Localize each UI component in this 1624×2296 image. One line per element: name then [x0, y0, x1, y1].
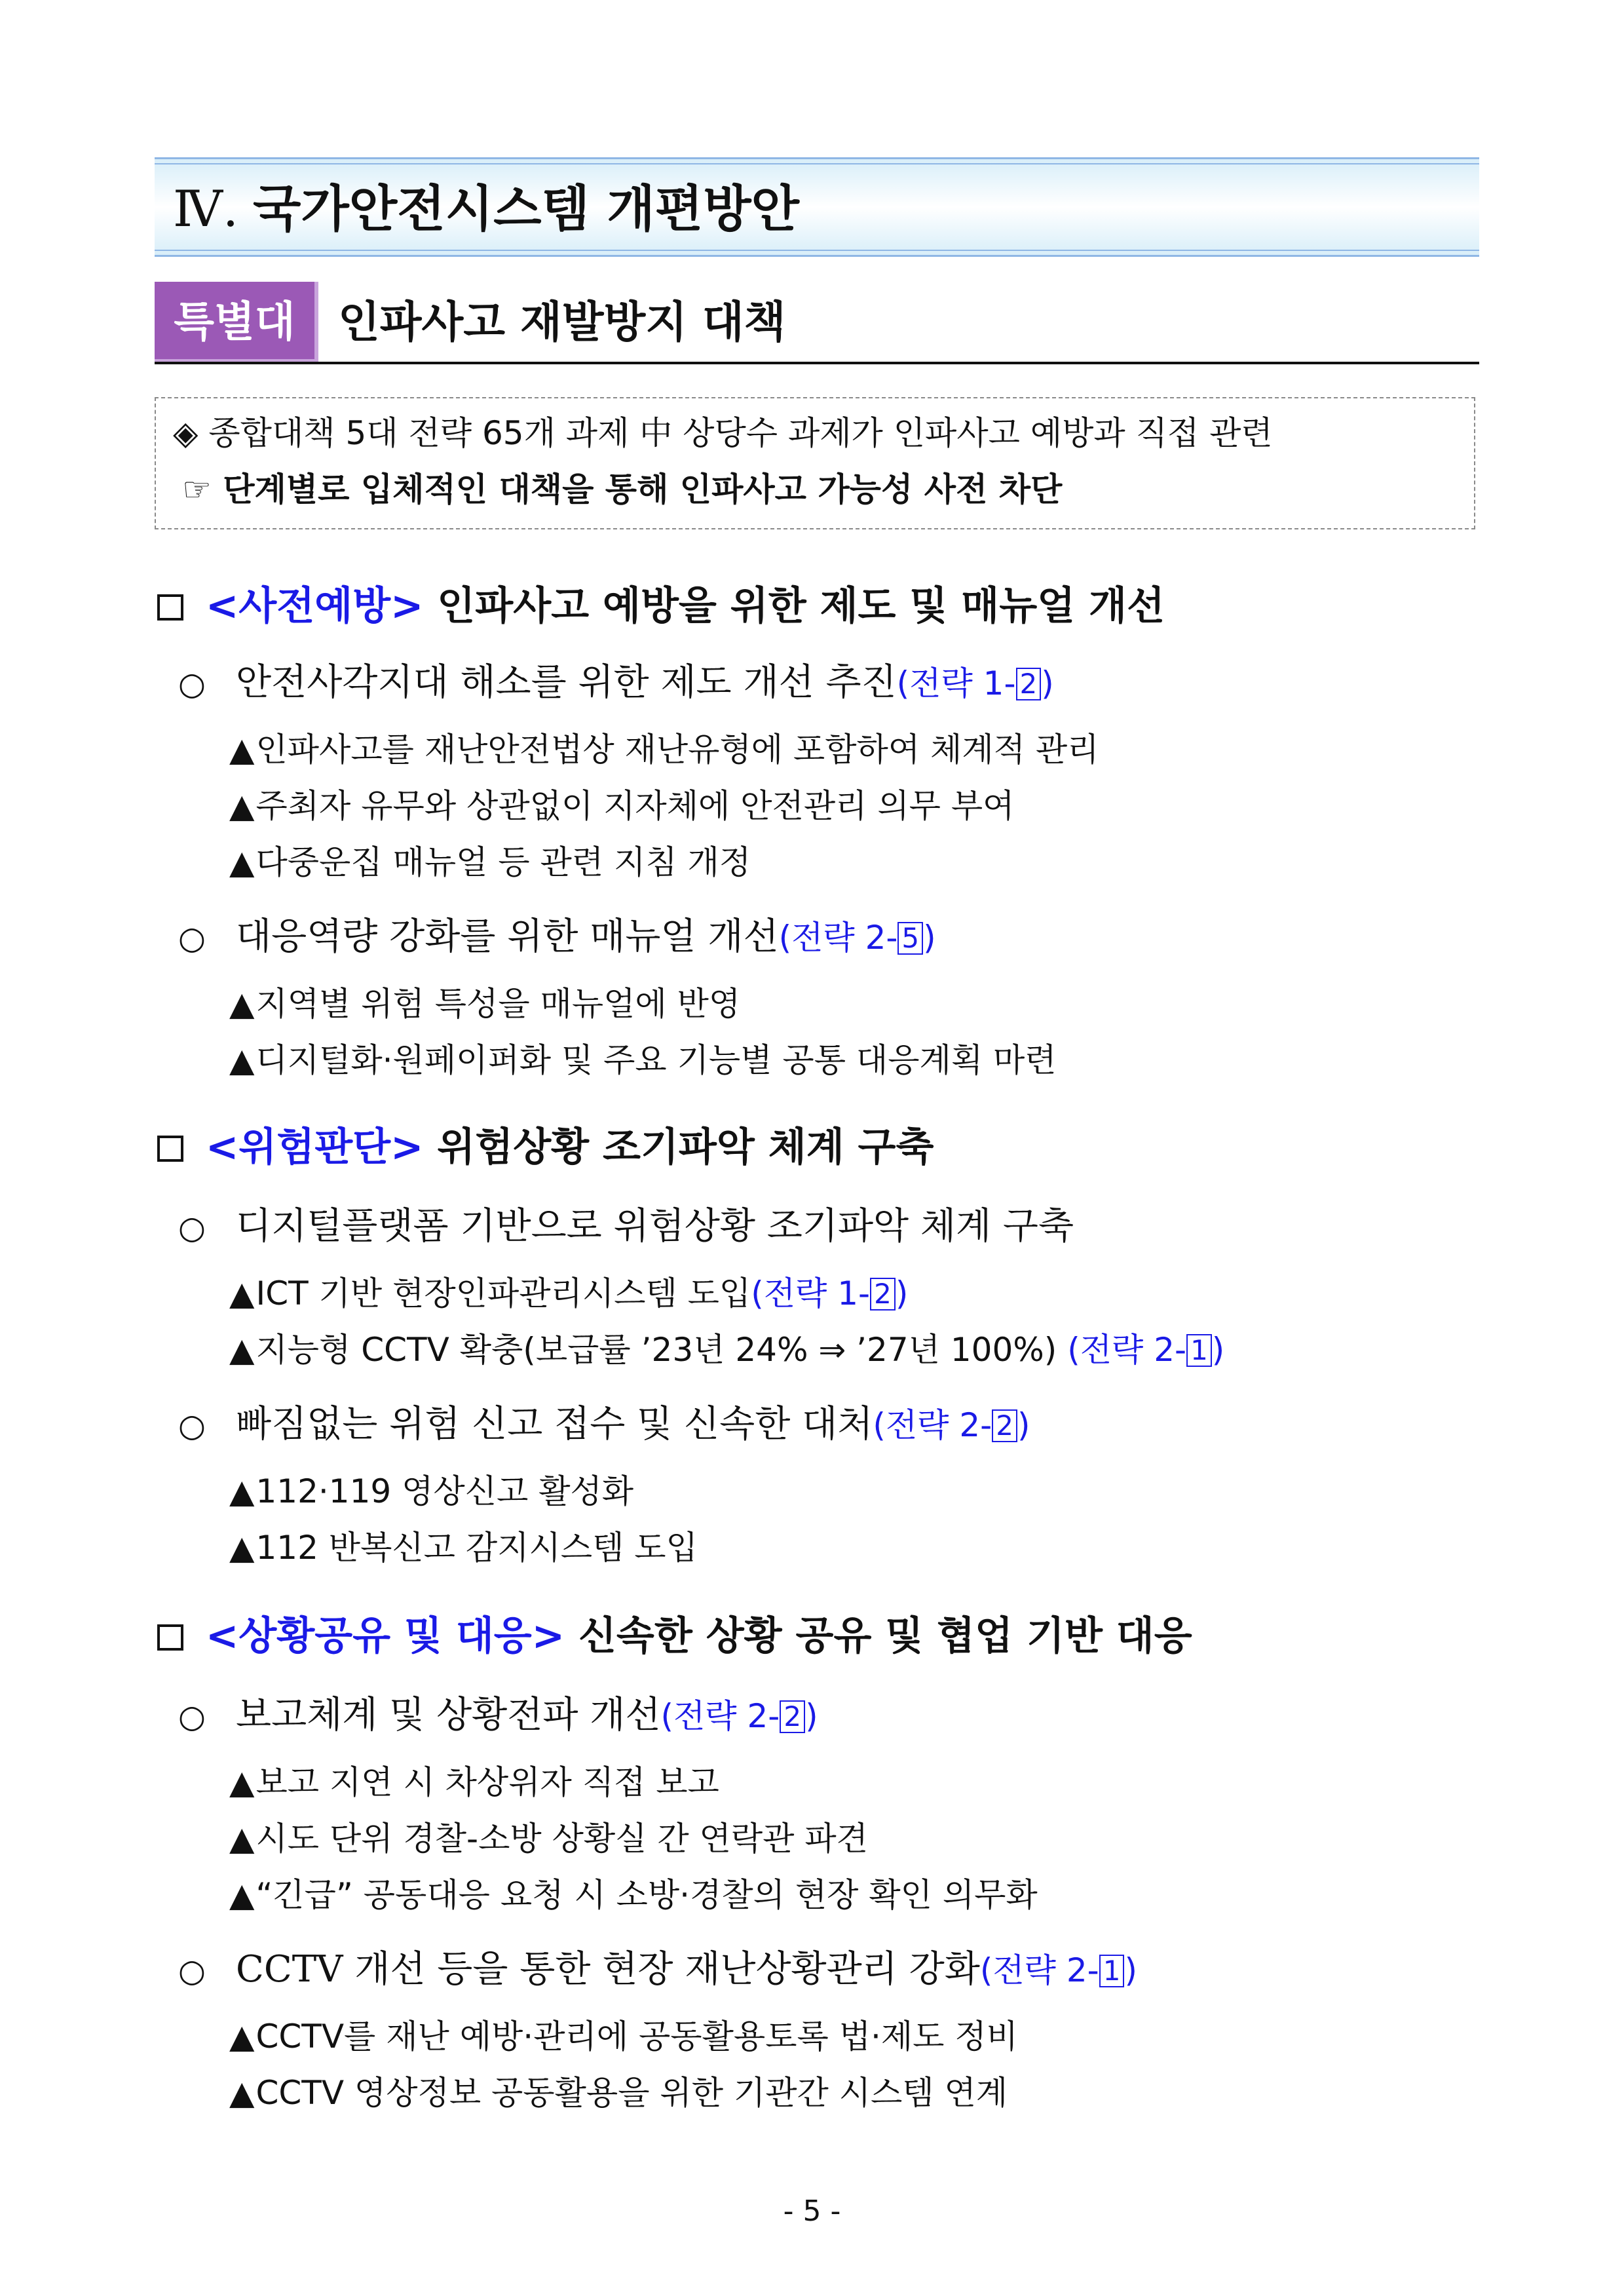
bullet-item: ▲주최자 유무와 상관없이 지자체에 안전관리 의무 부여 [229, 787, 1015, 825]
section-title: 위험상황 조기파악 체계 구축 [437, 1124, 934, 1170]
triangle-bullet-icon: ▲ [229, 1529, 255, 1567]
special-badge: 특별대책 [155, 282, 318, 363]
circle-bullet-icon: ○ [178, 1210, 206, 1246]
bullet-item: ▲인파사고를 재난안전법상 재난유형에 포함하여 체계적 관리 [229, 731, 1099, 769]
strategy-ref: (전략 2- 1 ) [979, 1951, 1137, 1989]
triangle-bullet-icon: ▲ [229, 1274, 255, 1312]
bullet-item: ▲“긴급” 공동대응 요청 시 소방·경찰의 현장 확인 의무화 [229, 1876, 1038, 1914]
circle-bullet-icon: ○ [178, 1953, 206, 1989]
section-heading [157, 1607, 1192, 1666]
item-text: 안전사각지대 해소를 위한 제도 개선 추진 [236, 661, 897, 704]
triangle-bullet-icon: ▲ [229, 1331, 255, 1369]
list-item [178, 655, 1054, 712]
triangle-bullet-icon: ▲ [229, 787, 255, 825]
diamond-icon: ◈ [173, 414, 198, 452]
bullet-item: ▲지역별 위험 특성을 매뉴얼에 반영 [229, 985, 741, 1023]
triangle-bullet-icon: ▲ [229, 843, 255, 881]
item-text: CCTV 개선 등을 통한 현장 재난상황관리 강화 [236, 1948, 980, 1991]
summary-box [155, 397, 1475, 529]
triangle-bullet-icon: ▲ [229, 2018, 255, 2056]
item-text: 디지털플랫폼 기반으로 위험상황 조기파악 체계 구축 [236, 1205, 1074, 1248]
triangle-bullet-icon: ▲ [229, 1876, 255, 1914]
triangle-bullet-icon: ▲ [229, 1472, 255, 1510]
summary-line-2 [182, 467, 1062, 512]
page-number: - 5 - [783, 2194, 841, 2228]
triangle-bullet-icon: ▲ [229, 731, 255, 769]
summary-text-2: 단계별로 입체적인 대책을 통해 인파사고 가능성 사전 차단 [223, 470, 1063, 508]
triangle-bullet-icon: ▲ [229, 1820, 255, 1858]
bullet-item: ▲CCTV를 재난 예방·관리에 공동활용토록 법·제도 정비 [229, 2018, 1018, 2056]
list-item [178, 1397, 1030, 1453]
bullet-item: ▲ICT 기반 현장인파관리시스템 도입(전략 1- 2 ) [229, 1274, 909, 1312]
square-bullet-icon [157, 1624, 183, 1651]
section-title: 신속한 상황 공유 및 협업 기반 대응 [578, 1613, 1192, 1659]
section-tag: <위험판단> [206, 1124, 424, 1170]
circle-bullet-icon: ○ [178, 666, 206, 702]
list-item [178, 1688, 818, 1744]
section-tag: <사전예방> [206, 583, 424, 629]
chapter-header [155, 157, 1479, 257]
summary-line-1 [173, 410, 1273, 456]
bullet-item: ▲지능형 CCTV 확충(보급률 ’23년 24% ⇒ ’27년 100%) (전략 2- 1 ) [229, 1331, 1225, 1369]
circle-bullet-icon: ○ [178, 1698, 206, 1735]
section-tag: <상황공유 및 대응> [206, 1613, 565, 1659]
item-text: 보고체계 및 상황전파 개선 [236, 1694, 661, 1736]
bullet-item: ▲112 반복신고 감지시스템 도입 [229, 1529, 698, 1567]
triangle-bullet-icon: ▲ [229, 1763, 255, 1801]
special-title: 인파사고 재발방지 대책 [338, 297, 786, 347]
strategy-ref: (전략 1- 2 ) [896, 664, 1054, 702]
bullet-item: ▲112·119 영상신고 활성화 [229, 1472, 634, 1510]
section-heading [157, 577, 1165, 636]
bullet-item: ▲보고 지연 시 차상위자 직접 보고 [229, 1763, 719, 1801]
triangle-bullet-icon: ▲ [229, 985, 255, 1023]
square-bullet-icon [157, 594, 183, 621]
section-heading [157, 1118, 934, 1177]
strategy-ref: (전략 2- 2 ) [660, 1697, 818, 1735]
heading-rule [155, 362, 1479, 364]
circle-bullet-icon: ○ [178, 1407, 206, 1444]
strategy-ref: (전략 2- 2 ) [873, 1406, 1030, 1444]
strategy-ref: (전략 2- 5 ) [778, 919, 936, 957]
chapter-number: Ⅳ. [173, 180, 239, 238]
summary-text-1: 종합대책 5대 전략 65개 과제 中 상당수 과제가 인파사고 예방과 직접 관련 [208, 414, 1273, 452]
triangle-bullet-icon: ▲ [229, 1041, 255, 1079]
item-text: 빠짐없는 위험 신고 접수 및 신속한 대처 [236, 1403, 873, 1445]
bullet-item: ▲CCTV 영상정보 공동활용을 위한 기관간 시스템 연계 [229, 2074, 1008, 2112]
pointing-hand-icon: ☞ [182, 470, 212, 508]
strategy-ref: (전략 2- 1 ) [1067, 1331, 1225, 1369]
bullet-item: ▲디지털화·원페이퍼화 및 주요 기능별 공통 대응계획 마련 [229, 1041, 1057, 1079]
strategy-ref: (전략 1- 2 ) [751, 1274, 909, 1312]
section-title: 인파사고 예방을 위한 제도 및 매뉴얼 개선 [437, 583, 1165, 629]
circle-bullet-icon: ○ [178, 920, 206, 957]
list-item [178, 909, 936, 966]
triangle-bullet-icon: ▲ [229, 2074, 255, 2112]
list-item [178, 1199, 1074, 1255]
bullet-item: ▲다중운집 매뉴얼 등 관련 지침 개정 [229, 843, 751, 881]
item-text: 대응역량 강화를 위한 매뉴얼 개선 [236, 915, 779, 958]
square-bullet-icon [157, 1136, 183, 1162]
list-item [178, 1942, 1137, 1999]
bullet-item: ▲시도 단위 경찰-소방 상황실 간 연락관 파견 [229, 1820, 868, 1858]
chapter-title: 국가안전시스템 개편방안 [253, 180, 800, 238]
